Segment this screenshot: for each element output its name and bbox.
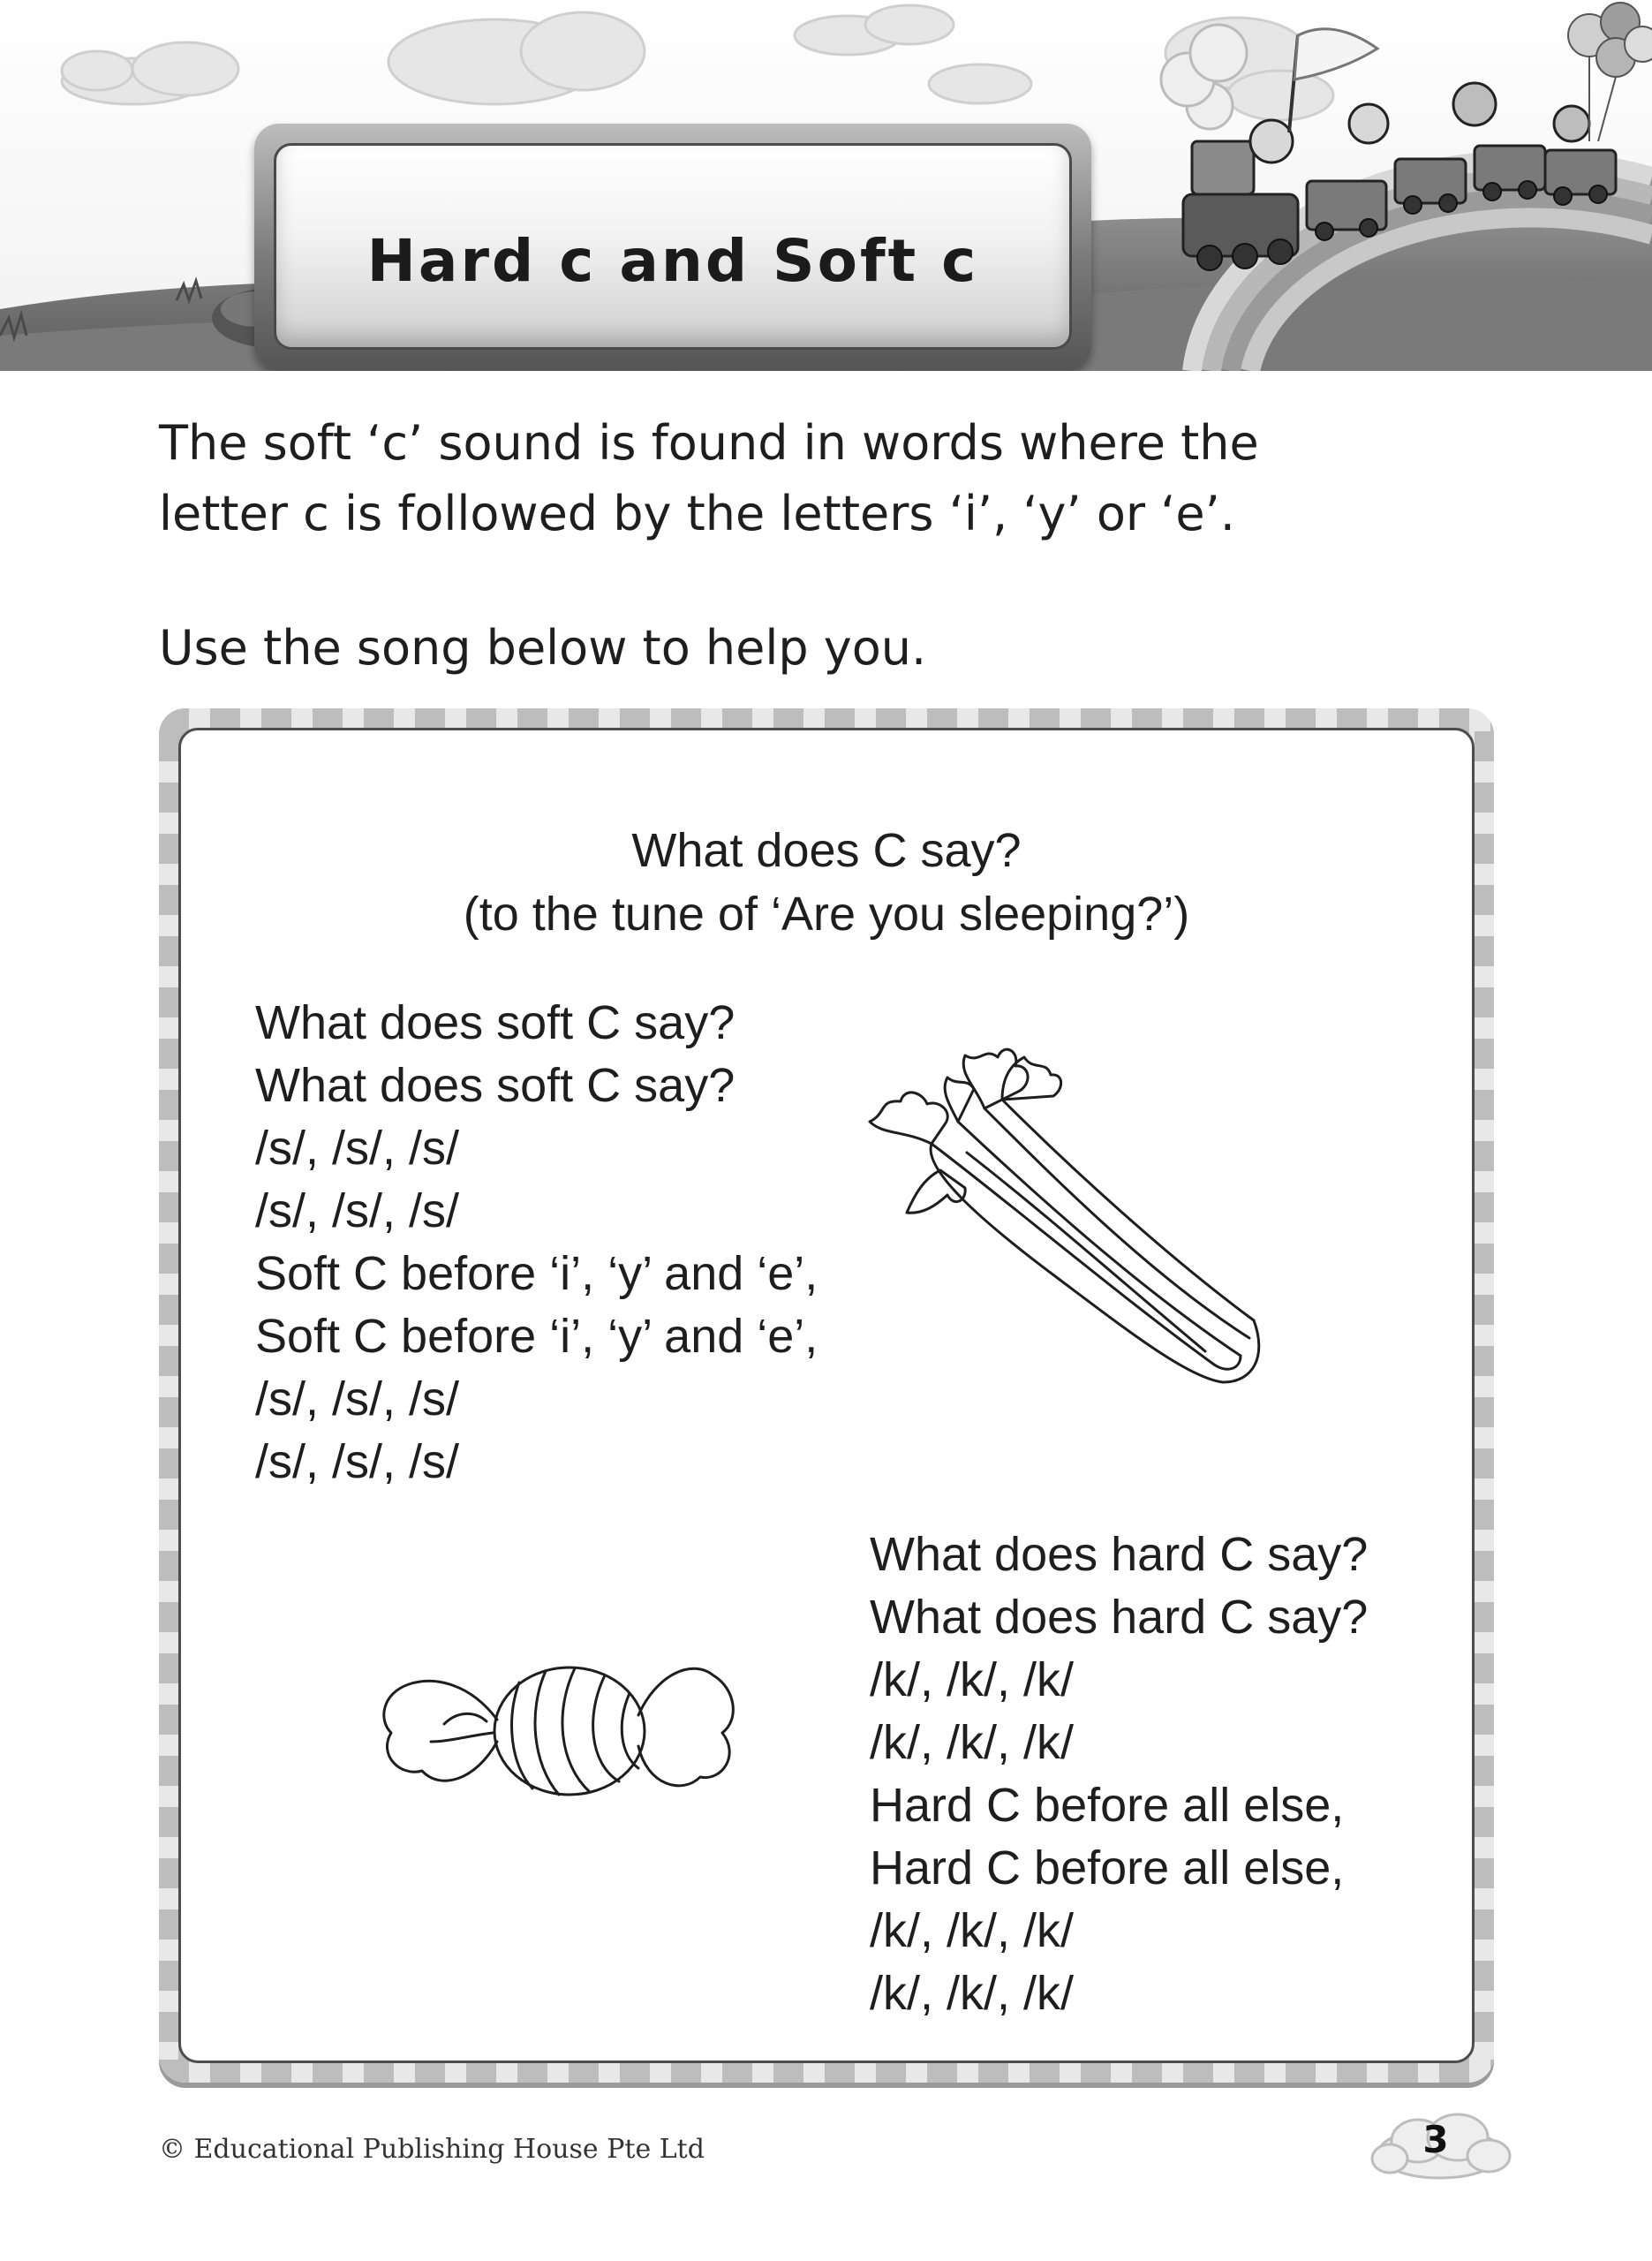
verse-line: What does hard C say? — [870, 1528, 1369, 1581]
song-heading — [181, 819, 1472, 946]
song-box-inner — [178, 728, 1475, 2063]
verse-line: /s/, /s/, /s/ — [255, 1435, 460, 1488]
verse-line: Hard C before all else, — [870, 1841, 1345, 1894]
verse-line: What does soft C say? — [255, 996, 735, 1049]
copyright-notice: © Educational Publishing House Pte Ltd — [159, 2134, 705, 2165]
verse-line: /k/, /k/, /k/ — [870, 1967, 1075, 2020]
verse-line: Hard C before all else, — [870, 1779, 1345, 1832]
verse-line: What does soft C say? — [255, 1059, 735, 1112]
verse-line: Soft C before ‘i’, ‘y’ and ‘e’, — [255, 1247, 818, 1300]
intro-text — [159, 408, 1413, 684]
song-box — [159, 708, 1494, 2083]
header-banner — [0, 0, 1652, 371]
intro-gap — [159, 549, 1413, 613]
title-plate-inner — [274, 143, 1072, 350]
soft-c-verse — [255, 992, 818, 1493]
verse-line: Soft C before ‘i’, ‘y’ and ‘e’, — [255, 1310, 818, 1363]
candy-icon — [373, 1622, 744, 1834]
verse-line: What does hard C say? — [870, 1591, 1369, 1644]
verse-line: /s/, /s/, /s/ — [255, 1122, 460, 1175]
verse-line: /s/, /s/, /s/ — [255, 1184, 460, 1237]
celery-icon — [852, 1038, 1311, 1409]
verse-line: /k/, /k/, /k/ — [870, 1904, 1075, 1957]
verse-line: /k/, /k/, /k/ — [870, 1716, 1075, 1769]
intro-line-2: letter c is followed by the letters ‘i’, ‘y’ or ‘e’. — [159, 486, 1235, 541]
song-subtitle: (to the tune of ‘Are you sleeping?’) — [463, 888, 1190, 941]
hard-c-verse — [870, 1524, 1368, 2025]
song-title: What does C say? — [631, 824, 1022, 877]
verse-line: /s/, /s/, /s/ — [255, 1372, 460, 1425]
title-plate — [254, 124, 1091, 369]
page-title: Hard c and Soft c — [366, 227, 979, 295]
intro-line-3: Use the song below to help you. — [159, 620, 927, 676]
intro-line-1: The soft ‘c’ sound is found in words where the — [159, 415, 1259, 471]
song-box-border-left — [159, 731, 178, 2060]
page-number: 3 — [1422, 2118, 1449, 2161]
verse-line: /k/, /k/, /k/ — [870, 1653, 1075, 1706]
song-box-border-right — [1475, 731, 1494, 2060]
